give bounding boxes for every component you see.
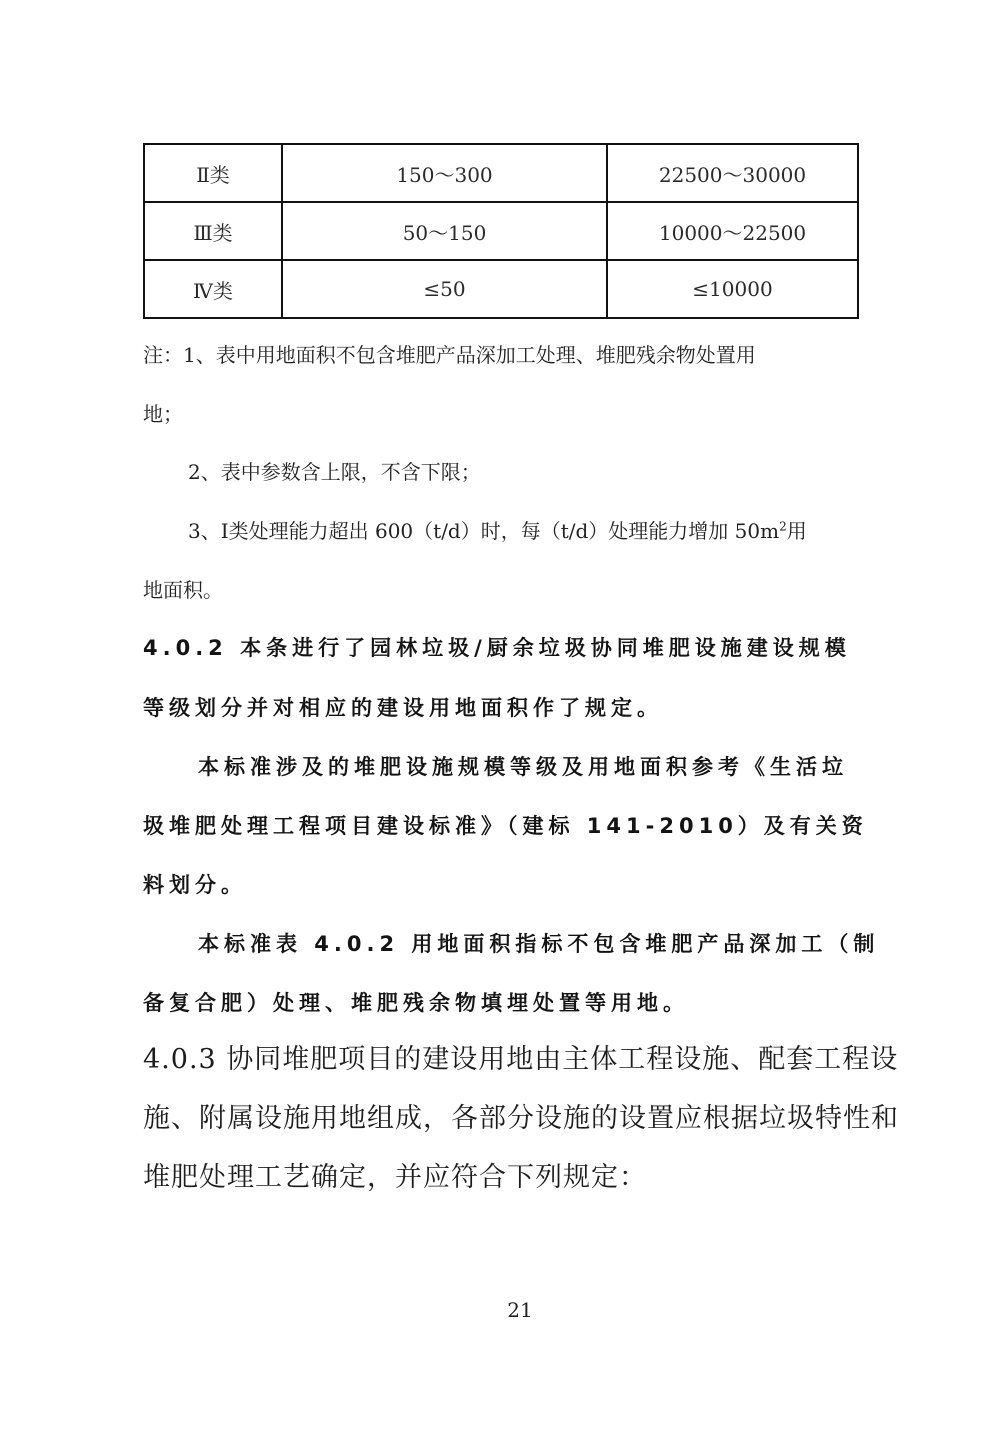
explanation-para-2-line-3: 料划分。 (143, 873, 247, 897)
table-cell-area: 10000～22500 (607, 202, 858, 260)
table-cell-area: 22500～30000 (607, 144, 858, 202)
explanation-para-2-line-1: 本标准涉及的堆肥设施规模等级及用地面积参考《生活垃 (198, 755, 848, 779)
explanation-4-0-2-line-1: 4.0.2 本条进行了园林垃圾/厨余垃圾协同堆肥设施建设规模 (143, 636, 851, 660)
note-3-tail: 用 (786, 519, 807, 543)
table-cell-capacity: 150～300 (282, 144, 607, 202)
table-row (144, 260, 858, 318)
table-cell-capacity: ≤50 (282, 260, 607, 318)
note-3-line-1 (188, 516, 908, 546)
note-3-text: 3、Ⅰ类处理能力超出 600（t/d）时，每（t/d）处理能力增加 50m (188, 519, 780, 543)
explanation-para-2-line-2: 圾堆肥处理工程项目建设标准》（建标 141-2010）及有关资 (143, 814, 868, 838)
explanation-para-3-line-1: 本标准表 4.0.2 用地面积指标不包含堆肥产品深加工（制 (198, 932, 880, 956)
table-cell-class: Ⅱ类 (144, 144, 282, 202)
table-row (144, 144, 858, 202)
table-row (144, 202, 858, 260)
clause-4-0-3-line-2: 施、附属设施用地组成，各部分设施的设置应根据垃圾特性和 (143, 1103, 899, 1134)
note-2: 2、表中参数含上限，不含下限； (188, 460, 481, 484)
land-area-table (143, 143, 859, 319)
table-cell-capacity: 50～150 (282, 202, 607, 260)
table-cell-area: ≤10000 (607, 260, 858, 318)
table-cell-class: Ⅳ类 (144, 260, 282, 318)
clause-4-0-3-line-1: 4.0.3 协同堆肥项目的建设用地由主体工程设施、配套工程设 (143, 1044, 899, 1075)
table-cell-class: Ⅲ类 (144, 202, 282, 260)
page-number: 21 (507, 1298, 533, 1322)
explanation-para-3-line-2: 备复合肥）处理、堆肥残余物填埋处置等用地。 (143, 991, 689, 1015)
note-1-line-2: 地； (143, 402, 183, 426)
superscript: 2 (779, 519, 787, 534)
note-3-line-2: 地面积。 (143, 578, 223, 602)
clause-4-0-3-line-3: 堆肥处理工艺确定，并应符合下列规定： (143, 1162, 647, 1193)
note-1-line-1: 注：1、表中用地面积不包含堆肥产品深加工处理、堆肥残余物处置用 (143, 343, 756, 367)
explanation-4-0-2-line-2: 等级划分并对相应的建设用地面积作了规定。 (143, 696, 663, 720)
